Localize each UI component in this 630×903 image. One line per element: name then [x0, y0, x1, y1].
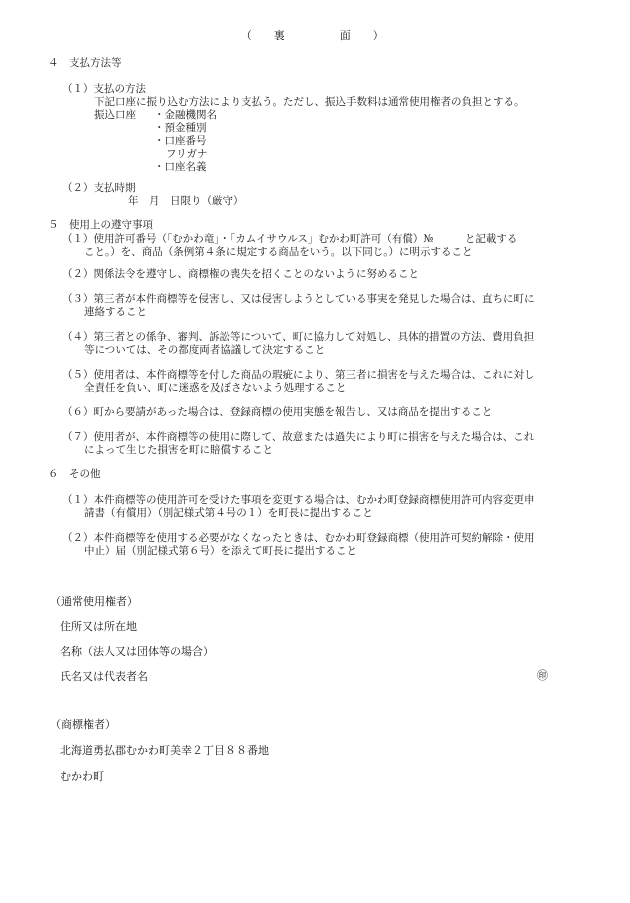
section-5-item-3-line-2: 連絡すること: [84, 306, 147, 318]
section-5-item-6: （６）町から要請があった場合は、登録商標の使用実態を報告し、又は商品を提出すること: [62, 406, 493, 418]
section-4-2-label: （２）支払時期: [62, 182, 136, 194]
account-label: 振込口座: [94, 109, 136, 121]
owner-heading: （商標権者）: [50, 718, 116, 731]
section-4-heading: ４ 支払方法等: [48, 57, 122, 69]
section-5-item-5-line-2: 全責任を負い、町に迷惑を及ぼさないよう処理すること: [84, 382, 347, 394]
licensee-name-label: 名称（法人又は団体等の場合）: [60, 645, 214, 658]
section-6-item-1-line-1: （１）本件商標等の使用許可を受けた事項を変更する場合は、むかわ町登録商標使用許可内容変更申: [62, 494, 535, 506]
section-5-item-5-line-1: （５）使用者は、本件商標等を付した商品の瑕疵により、第三者に損害を与えた場合は、これに対し: [62, 369, 535, 381]
licensee-address-label: 住所又は所在地: [60, 620, 137, 633]
owner-name: むかわ町: [60, 770, 104, 783]
seal-mark: ㊞: [537, 669, 548, 682]
account-item-bank: ・金融機関名: [154, 109, 217, 121]
account-item-number: ・口座番号: [154, 135, 207, 147]
account-item-holder: ・口座名義: [154, 161, 207, 173]
section-5-heading: ５ 使用上の遵守事項: [48, 219, 153, 231]
licensee-heading: （通常使用権者）: [50, 595, 138, 608]
section-5-item-4-line-1: （４）第三者との係争、審判、訴訟等について、町に協力して対処し、具体的措置の方法、費用負担: [62, 331, 535, 343]
section-5-item-7-line-1: （７）使用者が、本件商標等の使用に際して、故意または過失により町に損害を与えた場合は、これ: [62, 431, 535, 443]
section-4-1-label: （１）支払の方法: [62, 83, 146, 95]
page-title: （ 裏 面 ）: [240, 29, 390, 42]
section-5-item-4-line-2: 等については、その都度両者協議して決定すること: [84, 344, 326, 356]
section-6-item-1-line-2: 請書（有償用）（別記様式第４号の１）を町長に提出すること: [84, 507, 373, 519]
section-5-item-2: （２）関係法令を遵守し、商標権の喪失を招くことのないように努めること: [62, 268, 419, 280]
section-5-item-3-line-1: （３）第三者が本件商標等を侵害し、又は侵害しようとしている事実を発見した場合は、直ちに町に: [62, 293, 535, 305]
owner-address: 北海道勇払郡むかわ町美幸２丁目８８番地: [60, 744, 269, 757]
section-6-heading: ６ その他: [48, 468, 101, 480]
account-item-furigana: フリガナ: [166, 148, 208, 160]
section-5-item-7-line-2: によって生じた損害を町に賠償すること: [84, 444, 273, 456]
account-item-type: ・預金種別: [154, 122, 207, 134]
licensee-rep-label: 氏名又は代表者名: [60, 670, 148, 683]
section-4-1-text: 下記口座に振り込む方法により支払う。ただし、振込手数料は通常使用権者の負担とする。: [94, 96, 525, 108]
section-6-item-2-line-2: 中止）届（別記様式第６号）を添えて町長に提出すること: [84, 545, 357, 557]
section-6-item-2-line-1: （２）本件商標等を使用する必要がなくなったときは、むかわ町登録商標（使用許可契約解除・使用: [62, 532, 535, 544]
section-5-item-1-line-1: （１）使用許可番号（「むかわ竜」・「カムイサウルス」むかわ町許可（有償）№ と記載する: [62, 233, 518, 245]
payment-date: 年 月 日限り（厳守）: [128, 195, 244, 207]
section-5-item-1-line-2: こと。）を、商品（条例第４条に規定する商品をいう。以下同じ。）に明示すること: [84, 246, 473, 258]
